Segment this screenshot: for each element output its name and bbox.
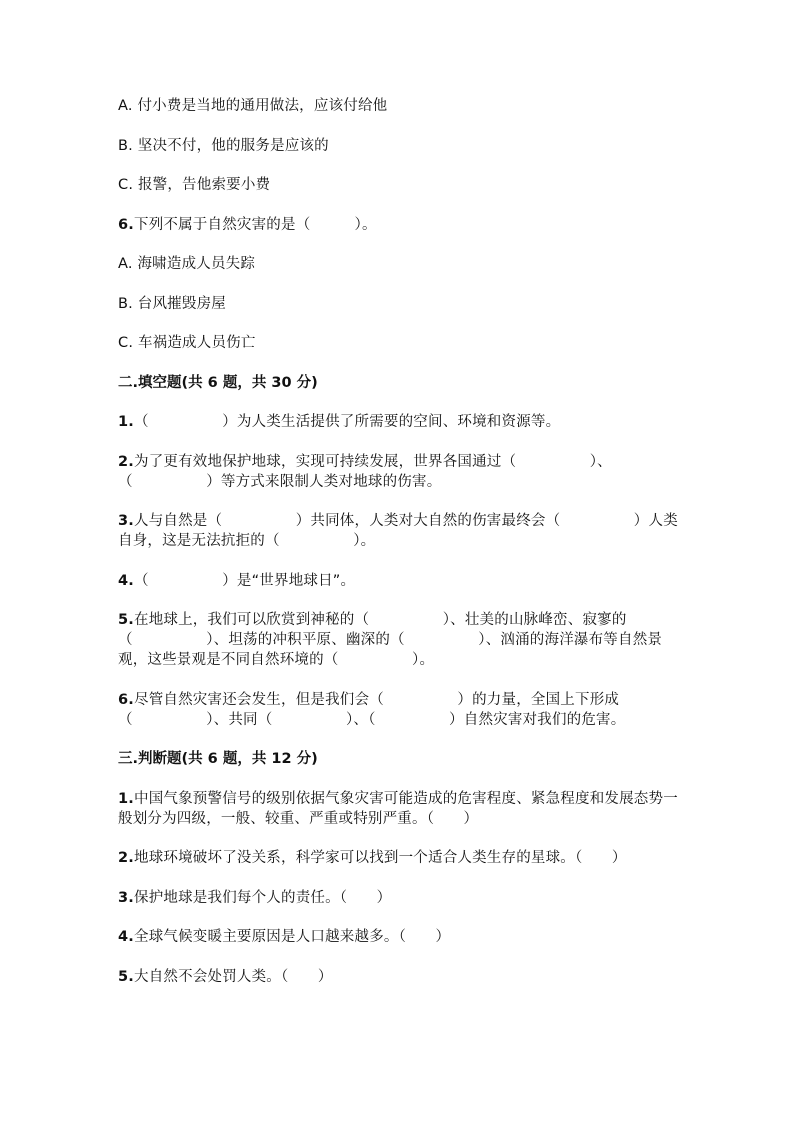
question-text: 下列不属于自然灾害的是（ ）。 (134, 216, 377, 233)
q6-stem (118, 215, 684, 235)
question-number: 3. (118, 513, 134, 529)
question-number: 1. (118, 790, 134, 807)
question-number: 6. (118, 691, 134, 708)
fill-question-4 (118, 571, 684, 591)
question-text: 在地球上，我们可以欣赏到神秘的（ ）、壮美的山脉峰峦、寂寥的（ ）、坦荡的冲积平原、幽深的（ ）、汹涌的海洋瀑布等自然景观，这些景观是不同自然环境的（ ）。 (118, 612, 663, 668)
fill-question-6 (118, 690, 684, 730)
question-text: （ ）是“世界地球日”。 (134, 572, 356, 589)
section-title-fill-blank: 二.填空题(共 6 题，共 30 分) (118, 374, 318, 391)
fill-question-5 (118, 610, 684, 670)
question-text: 人与自然是（ ）共同体，人类对大自然的伤害最终会（ ）人类自身，这是无法抗拒的（ ）。 (118, 513, 678, 549)
question-number: 6. (118, 216, 134, 233)
q6-option-a: A. 海啸造成人员失踪 (118, 256, 256, 272)
question-text: （ ）为人类生活提供了所需要的空间、环境和资源等。 (134, 414, 561, 430)
fill-question-2 (118, 452, 684, 492)
question-text: 大自然不会处罚人类。（ ） (134, 968, 333, 985)
question-number: 4. (118, 572, 134, 589)
tf-question-4 (118, 927, 684, 947)
question-text: 保护地球是我们每个人的责任。（ ） (134, 889, 392, 906)
tf-question-2 (118, 848, 684, 868)
q6-option-c: C. 车祸造成人员伤亡 (118, 335, 256, 351)
tf-question-3 (118, 888, 684, 908)
question-number: 2. (118, 453, 134, 470)
question-text: 尽管自然灾害还会发生，但是我们会（ ）的力量，全国上下形成（ ）、共同（ ）、（ ）自然灾害对我们的危害。 (118, 691, 626, 728)
question-number: 1. (118, 414, 134, 430)
q5-option-c: C. 报警，告他索要小费 (118, 177, 271, 193)
question-text: 地球环境破坏了没关系，科学家可以找到一个适合人类生存的星球。（ ） (134, 850, 627, 866)
q5-option-a: A. 付小费是当地的通用做法，应该付给他 (118, 98, 388, 114)
worksheet-page (118, 96, 684, 1006)
question-number: 5. (118, 968, 134, 985)
fill-question-1 (118, 412, 684, 432)
q5-option-b: B. 坚决不付，他的服务是应该的 (118, 137, 329, 154)
question-number: 4. (118, 929, 134, 945)
question-text: 为了更有效地保护地球，实现可持续发展，世界各国通过（ ）、（ ）等方式来限制人类对地球的伤害。 (118, 453, 612, 490)
section-title-true-false: 三.判断题(共 6 题，共 12 分) (118, 751, 318, 767)
question-text: 中国气象预警信号的级别依据气象灾害可能造成的危害程度、紧急程度和发展态势一般划分为四级，一般、较重、严重或特别严重。（ ） (118, 790, 678, 827)
q6-option-b: B. 台风摧毁房屋 (118, 295, 226, 312)
question-number: 2. (118, 850, 134, 866)
question-number: 3. (118, 889, 134, 906)
fill-question-3 (118, 511, 684, 551)
tf-question-1 (118, 789, 684, 829)
question-text: 全球气候变暖主要原因是人口越来越多。（ ） (134, 929, 451, 945)
tf-question-5 (118, 967, 684, 987)
question-number: 5. (118, 612, 134, 628)
